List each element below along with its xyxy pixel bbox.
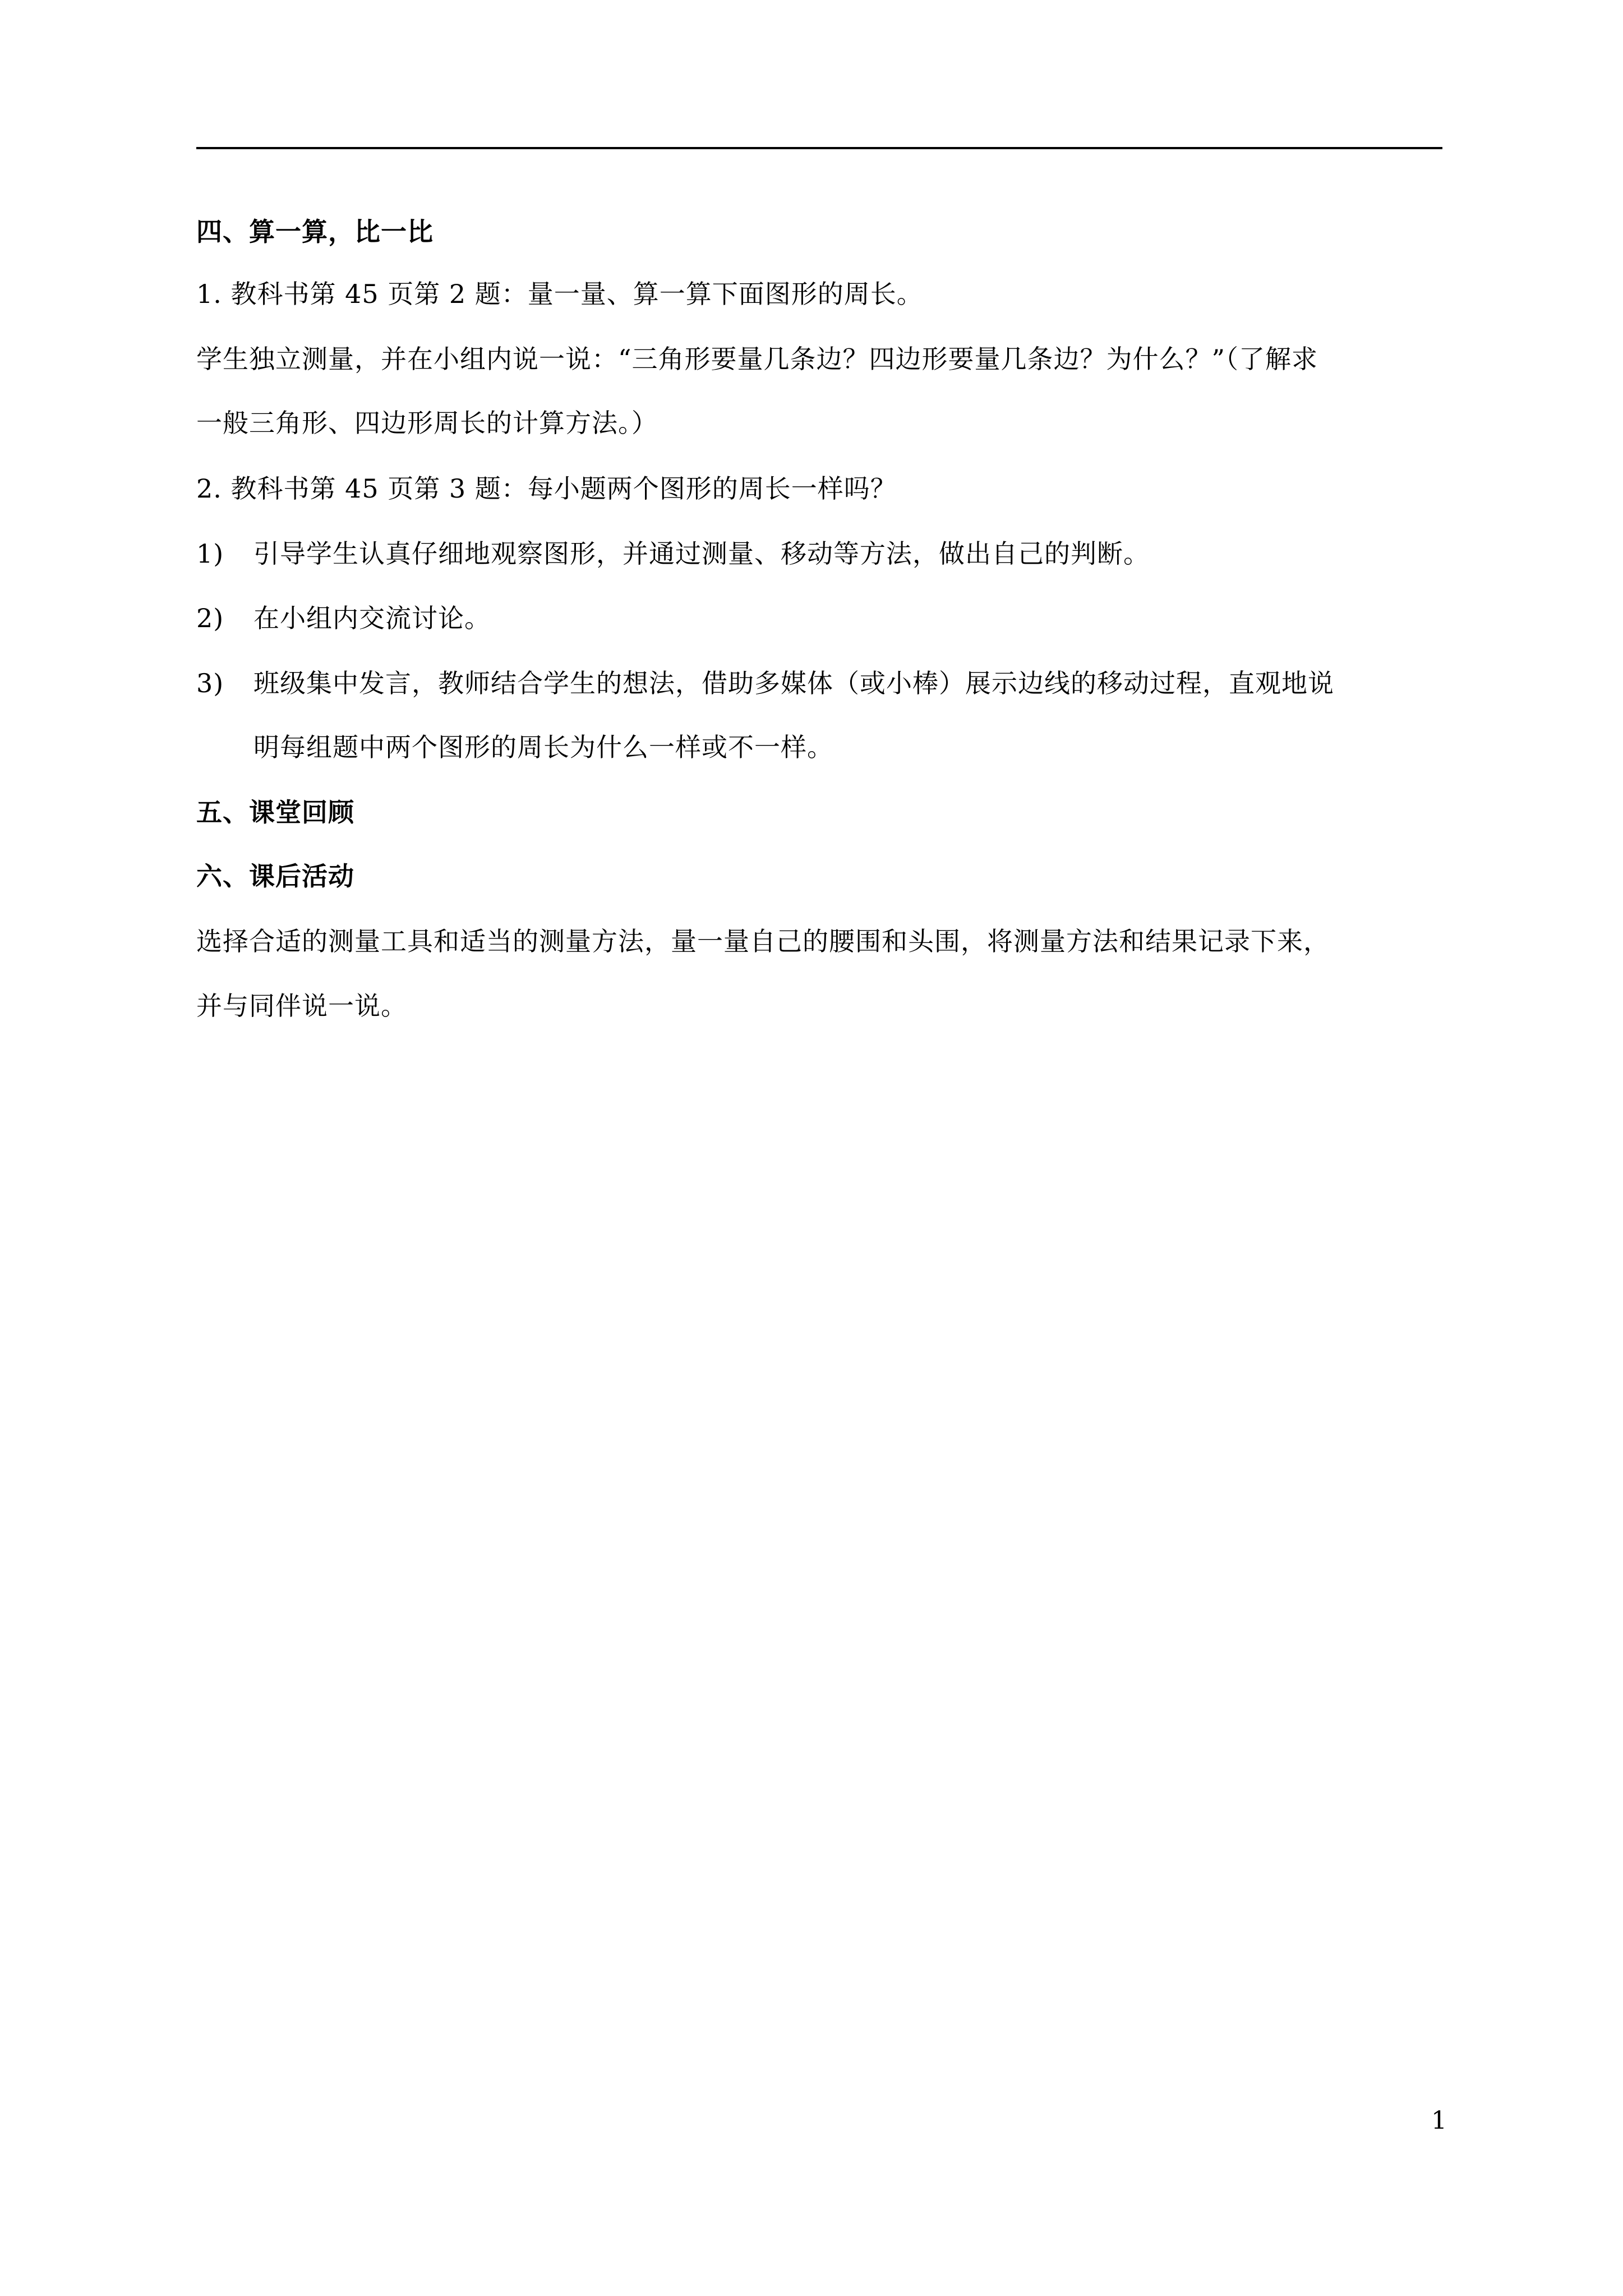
section-6-heading: 六、课后活动 [196, 861, 354, 891]
step-1-number: 1) [196, 539, 224, 569]
step-3-number: 3) [196, 668, 224, 698]
item-2: 2. 教科书第 45 页第 3 题：每小题两个图形的周长一样吗？ [196, 473, 897, 504]
step-1-text: 引导学生认真仔细地观察图形，并通过测量、移动等方法，做出自己的判断。 [253, 539, 1150, 569]
item-1: 1. 教科书第 45 页第 2 题：量一量、算一算下面图形的周长。 [196, 279, 923, 309]
section-6-text-line-1: 选择合适的测量工具和适当的测量方法，量一量自己的腰围和头围，将测量方法和结果记录下来， [196, 926, 1330, 956]
section-6-text-line-2: 并与同伴说一说。 [196, 991, 407, 1021]
page-number: 1 [1431, 2106, 1447, 2135]
step-3-text-line-2: 明每组题中两个图形的周长为什么一样或不一样。 [253, 732, 833, 762]
section-4-heading: 四、算一算，比一比 [196, 217, 434, 247]
header-rule [196, 147, 1442, 149]
step-2-number: 2) [196, 603, 224, 633]
step-2-text: 在小组内交流讨论。 [253, 603, 491, 633]
item-1-note-line-1: 学生独立测量，并在小组内说一说：“三角形要量几条边？四边形要量几条边？为什么？”（了解求 [196, 344, 1318, 374]
item-1-note-line-2: 一般三角形、四边形周长的计算方法。） [196, 408, 658, 438]
step-3-text: 班级集中发言，教师结合学生的想法，借助多媒体（或小棒）展示边线的移动过程，直观地说 [253, 668, 1334, 698]
section-5-heading: 五、课堂回顾 [196, 797, 354, 827]
